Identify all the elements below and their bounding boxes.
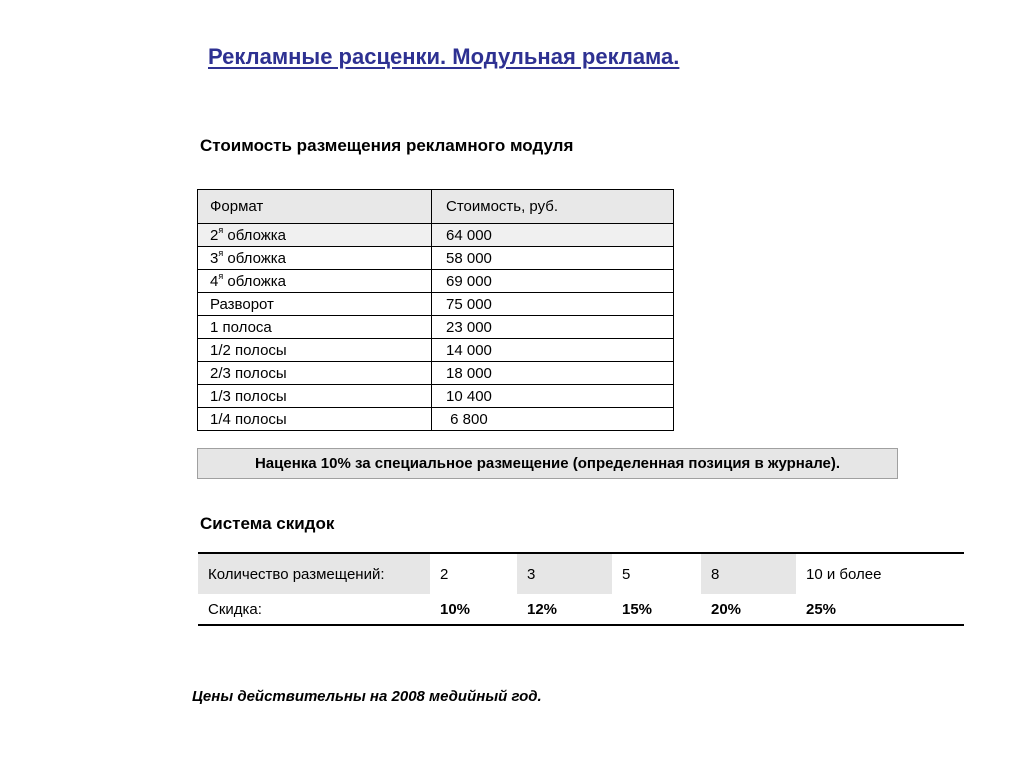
page-title: Рекламные расценки. Модульная реклама. — [208, 44, 680, 69]
quantity-cell: 8 — [701, 553, 796, 594]
table-row — [198, 316, 674, 339]
price-cell: 58 000 — [432, 247, 674, 270]
format-cell: Разворот — [198, 293, 432, 316]
discount-label: Скидка: — [198, 594, 430, 625]
quantity-cell: 3 — [517, 553, 612, 594]
cost-heading: Стоимость размещения рекламного модуля — [200, 136, 574, 155]
discount-heading: Система скидок — [200, 514, 335, 533]
format-cell: 1/3 полосы — [198, 385, 432, 408]
table-row — [198, 270, 674, 293]
markup-note: Наценка 10% за специальное размещение (определенная позиция в журнале). — [197, 448, 898, 479]
format-cell: 1/4 полосы — [198, 408, 432, 431]
table-row — [198, 362, 674, 385]
quantity-row — [198, 553, 964, 594]
format-cell: $3^я$ обложка — [198, 247, 432, 270]
table-row — [198, 293, 674, 316]
discount-row — [198, 594, 964, 625]
discount-cell: 15% — [612, 594, 701, 625]
discount-table — [198, 552, 964, 626]
header-price: Стоимость, руб. — [432, 190, 674, 224]
price-cell: 14 000 — [432, 339, 674, 362]
price-cell: 75 000 — [432, 293, 674, 316]
price-cell: 6 800 — [432, 408, 674, 431]
price-cell: 23 000 — [432, 316, 674, 339]
validity-note: Цены действительны на 2008 медийный год. — [192, 688, 542, 705]
quantity-cell: 5 — [612, 553, 701, 594]
discount-cell: 10% — [430, 594, 517, 625]
discount-cell: 20% — [701, 594, 796, 625]
quantity-cell: 2 — [430, 553, 517, 594]
format-cell: 1 полоса — [198, 316, 432, 339]
format-cell: 2/3 полосы — [198, 362, 432, 385]
price-cell: 64 000 — [432, 224, 674, 247]
price-cell: 69 000 — [432, 270, 674, 293]
price-cell: 18 000 — [432, 362, 674, 385]
quantity-label: Количество размещений: — [198, 553, 430, 594]
format-cell: $2^я$ обложка — [198, 224, 432, 247]
table-row — [198, 224, 674, 247]
format-cell: 1/2 полосы — [198, 339, 432, 362]
table-row — [198, 385, 674, 408]
price-table-header — [198, 190, 674, 224]
price-table — [197, 189, 674, 431]
table-row — [198, 408, 674, 431]
format-cell: $4^я$ обложка — [198, 270, 432, 293]
discount-cell: 12% — [517, 594, 612, 625]
price-cell: 10 400 — [432, 385, 674, 408]
discount-cell: 25% — [796, 594, 964, 625]
table-row — [198, 339, 674, 362]
header-format: Формат — [198, 190, 432, 224]
quantity-cell: 10 и более — [796, 553, 964, 594]
table-row — [198, 247, 674, 270]
